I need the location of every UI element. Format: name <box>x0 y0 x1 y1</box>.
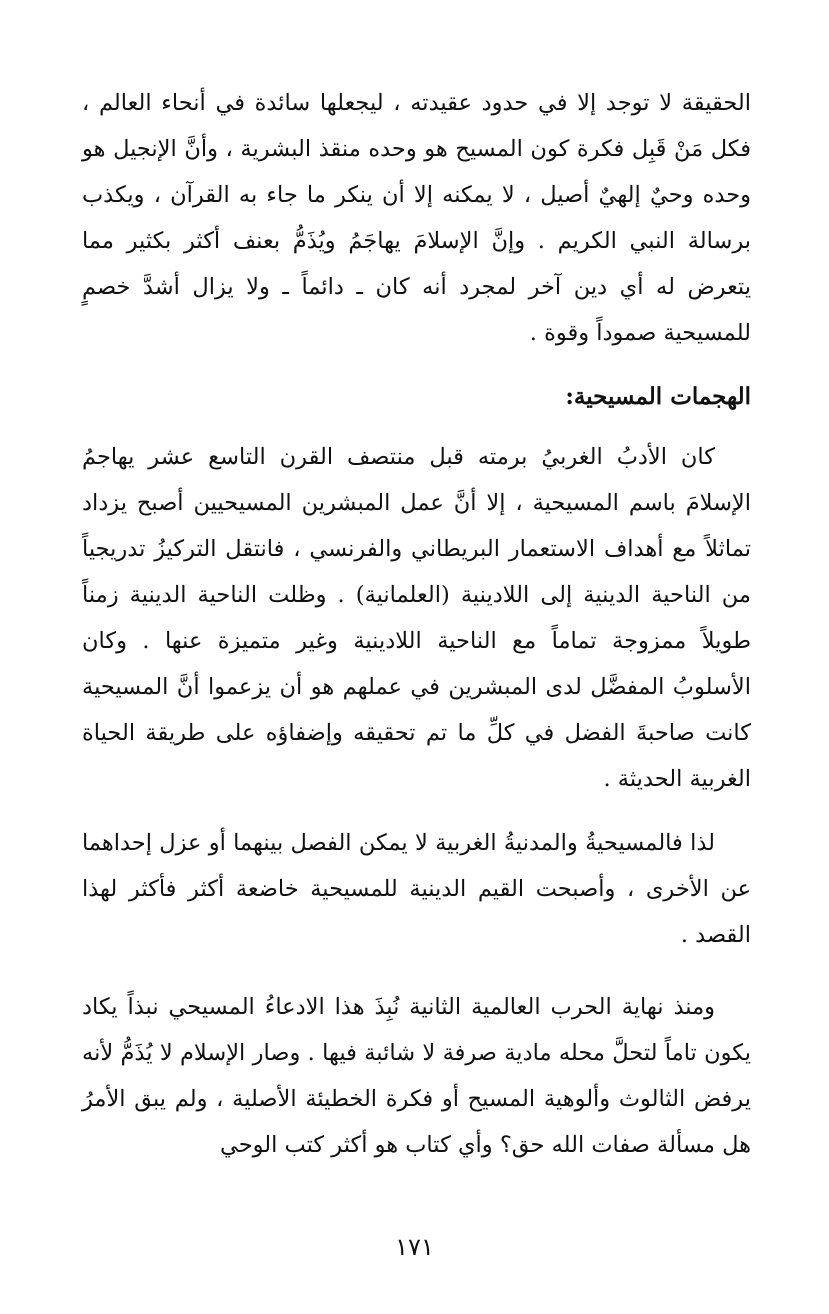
paragraph: لذا فالمسيحيةُ والمدنيةُ الغربية لا يمكن الفصل بينهما أو عزل إحداهما عن الأخرى ، وأصبحت القيم الدينية للمسيحية خاضعة أكثر فأكثر لهذا القصد . <box>82 830 751 948</box>
section-heading: الهجمات المسيحية: <box>565 383 751 410</box>
page-number: ١٧١ <box>395 1233 434 1261</box>
paragraph: الحقيقة لا توجد إلا في حدود عقيدته ، ليجعلها سائدة في أنحاء العالم ، فكل مَنْ قَبِل فكرة كون المسيح هو وحده منقذ البشرية ، وأنَّ الإنجيل هو وحده وحيٌ إلهيٌ أصيل ، لا يمكنه إلا أن ينكر ما جاء به القرآن ، ويكذب برسالة النبي الكريم . وإنَّ الإسلامَ يهاجَمُ ويُذَمُّ بعنف أكثر بكثير مما يتعرض له أي دين آخر لمجرد أنه كان ـ دائماً ـ ولا يزال أشدَّ خصمٍ للمسيحية صموداً وقوة . <box>82 90 751 346</box>
paragraph: ومنذ نهاية الحرب العالمية الثانية نُبِذَ هذا الادعاءُ المسيحي نبذاً يكاد يكون تاماً لتحلَّ محله مادية صرفة لا شائبة فيها . وصار الإسلام لا يُذَمُّ لأنه يرفض الثالوث وألوهية المسيح أو فكرة الخطيئة الأصلية ، ولم يبق الأمرُ هل مسألة صفات الله حق؟ وأي كتاب هو أكثر كتب الوحي <box>82 994 751 1158</box>
paragraph: كان الأدبُ الغربيُ برمته قبل منتصف القرن التاسع عشر يهاجمُ الإسلامَ باسم المسيحية ، إلا أنَّ عمل المبشرين المسيحيين أصبح يزداد تماثلاً مع أهداف الاستعمار البريطاني والفرنسي ، فانتقل التركيزُ تدريجياً من الناحية الدينية إلى اللادينية (العلمانية) . وظلت الناحية الدينية زمناً طويلاً ممزوجة تماماً مع الناحية اللادينية وغير متميزة عنها . وكان الأسلوبُ المفضَّل لدى المبشرين في عملهم هو أن يزعموا أنَّ المسيحية كانت صاحبةَ الفضل في كلِّ ما تم تحقيقه وإضفاؤه على طريقة الحياة الغربية الحديثة . <box>82 444 751 792</box>
